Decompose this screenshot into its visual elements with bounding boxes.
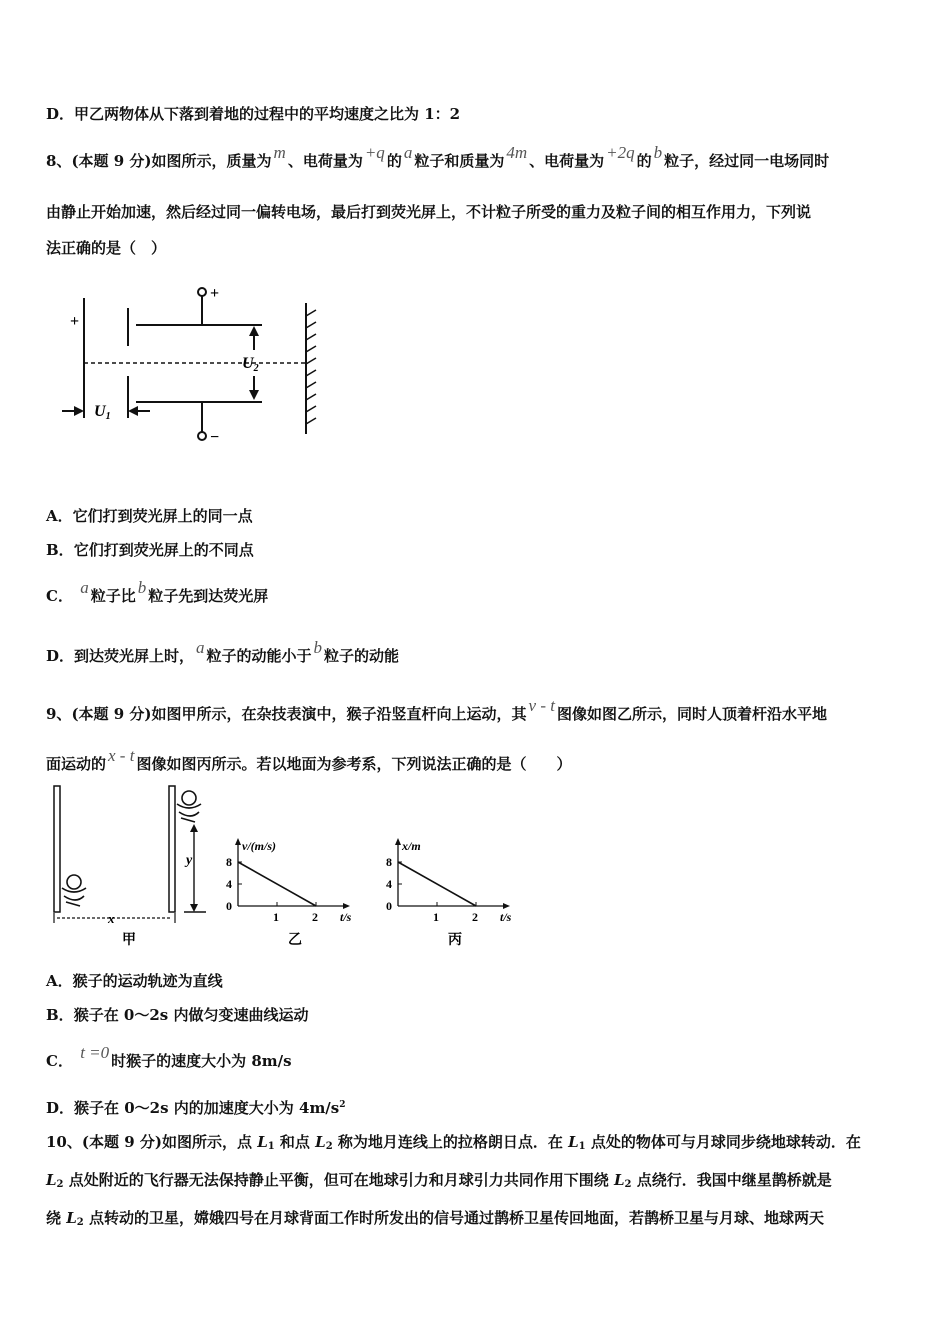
subscript: 2 <box>624 1179 632 1190</box>
stem-text: 的 <box>386 152 402 170</box>
y-tick-label: 4 <box>386 877 392 891</box>
stem-text: 粒子和质量为 <box>414 152 505 170</box>
l-symbol: L <box>66 1209 77 1227</box>
q8-option-d <box>46 638 400 666</box>
chart-caption: 丙 <box>448 933 462 948</box>
superscript: 2 <box>339 1100 346 1110</box>
particle-b: b <box>653 143 663 162</box>
time-zero: t =0 <box>80 1043 110 1062</box>
xt-symbol: x - t <box>108 746 135 765</box>
u1-sub: 1 <box>105 411 111 422</box>
option-text: 甲乙两物体从下落到着地的过程中的平均速度之比为 1：2 <box>74 105 461 123</box>
l-symbol: L <box>568 1133 579 1151</box>
chart-yi <box>222 826 372 950</box>
option-label: B． <box>46 541 74 559</box>
q9-option-b <box>46 1004 308 1025</box>
option-text: 猴子在 0～2s 内的加速度大小为 4m/s <box>74 1099 340 1117</box>
x-label: x <box>108 911 115 926</box>
u2-sub: 2 <box>253 363 259 374</box>
y-tick-label: 0 <box>386 899 392 913</box>
stem-text: 、电荷量为 <box>287 152 363 170</box>
l-symbol: L <box>257 1133 268 1151</box>
y-tick-label: 0 <box>226 899 232 913</box>
option-text: 时猴子的速度大小为 8m/s <box>111 1052 292 1070</box>
y-axis-arrow <box>235 838 241 845</box>
stem-text: 、电荷量为 <box>529 152 605 170</box>
chart-caption: 乙 <box>288 933 302 948</box>
monkey-end <box>177 791 201 822</box>
option-text: 粒子比 <box>90 587 136 605</box>
vt-symbol: v - t <box>528 696 555 715</box>
particle-a: a <box>80 578 89 597</box>
stem-text: 绕 <box>46 1209 67 1227</box>
option-text: 粒子的动能小于 <box>206 647 312 665</box>
question-score: (本题 9 分) <box>71 705 152 723</box>
stem-text: 粒子，经过同一电场同时 <box>664 152 830 170</box>
option-label: C． <box>46 587 73 605</box>
stem-text: 如图所示，点 <box>161 1133 258 1151</box>
stem-text: 图像如图乙所示，同时人顶着杆沿水平地 <box>556 705 827 723</box>
particle-a: a <box>196 638 205 657</box>
particle-b: b <box>313 638 323 657</box>
x-axis-label: t/s <box>500 910 512 924</box>
q8-option-c <box>46 578 269 606</box>
stem-text: 面运动的 <box>46 755 107 773</box>
bottom-terminal <box>198 432 206 440</box>
question-score: (本题 9 分) <box>71 152 152 170</box>
u2-label: U <box>242 355 254 372</box>
question-number: 10、 <box>46 1133 82 1151</box>
option-label: A． <box>46 507 73 525</box>
option-text: 到达荧光屏上时， <box>74 647 195 665</box>
x-axis-arrow <box>503 903 510 909</box>
stem-text: 点处附近的飞行器无法保持静止平衡，但可在地球引力和月球引力共同作用下围绕 <box>63 1171 614 1189</box>
option-text: 它们打到荧光屏上的不同点 <box>73 541 254 559</box>
u1-label: U <box>94 403 106 420</box>
l-symbol: L <box>613 1171 625 1189</box>
figure-jia <box>44 784 214 949</box>
stem-text: 称为地月连线上的拉格朗日点．在 <box>332 1133 569 1151</box>
stem-text: 点绕行．我国中继星鹊桥就是 <box>631 1171 832 1189</box>
q8-deflection-diagram <box>44 278 324 468</box>
q9-stem-line1 <box>46 696 827 724</box>
series-line <box>238 862 316 906</box>
option-label: A． <box>46 972 73 990</box>
stem-text: 如图所示，质量为 <box>151 152 272 170</box>
option-label: D． <box>46 1099 75 1117</box>
top-terminal <box>198 288 206 296</box>
option-label: C． <box>46 1052 73 1070</box>
l-symbol: L <box>315 1133 326 1151</box>
series-line <box>398 862 476 906</box>
subscript: 2 <box>76 1217 84 1228</box>
q9-stem-line2 <box>46 746 572 774</box>
subscript: 2 <box>56 1179 64 1190</box>
q8-option-b <box>46 539 254 560</box>
option-text: 粒子先到达荧光屏 <box>148 587 269 605</box>
q10-line3 <box>46 1207 824 1228</box>
monkey-start <box>62 875 86 906</box>
mass-a: m <box>273 143 286 162</box>
option-label: D． <box>46 647 75 665</box>
q8-stem-line1 <box>46 143 830 171</box>
x-tick-label: 1 <box>273 910 279 924</box>
option-text: 它们打到荧光屏上的同一点 <box>72 507 253 525</box>
q8-stem-line2: 由静止开始加速，然后经过同一偏转电场，最后打到荧光屏上，不计粒子所受的重力及粒子间的相互作用力，下列说 <box>46 203 812 221</box>
particle-b: b <box>137 578 147 597</box>
y-tick-label: 4 <box>226 877 232 891</box>
y-axis-label: x/m <box>402 839 421 853</box>
x-tick-label: 2 <box>312 910 318 924</box>
question-score: (本题 9 分) <box>81 1133 162 1151</box>
pole-start <box>54 786 60 912</box>
y-label: y <box>186 853 193 868</box>
l-symbol: L <box>46 1171 57 1189</box>
svg-text:U2 <box>242 355 259 374</box>
y-tick-label: 8 <box>226 855 232 869</box>
option-text: 猴子在 0～2s 内做匀变速曲线运动 <box>73 1006 309 1024</box>
q10-line1 <box>46 1131 861 1152</box>
svg-text:U1 <box>94 403 111 422</box>
chart-bing <box>382 826 532 950</box>
subscript: 1 <box>578 1141 586 1152</box>
particle-a: a <box>403 143 413 162</box>
pole-end <box>169 786 175 912</box>
minus-sign: − <box>210 429 220 446</box>
option-text: 粒子的动能 <box>324 647 400 665</box>
q9-option-d <box>46 1097 346 1118</box>
q9-option-c <box>46 1043 292 1071</box>
option-label: B． <box>46 1006 74 1024</box>
x-axis-arrow <box>343 903 350 909</box>
caption-jia: 甲 <box>122 933 136 948</box>
charge-b: +2q <box>606 143 635 162</box>
y-axis-label: v/(m/s) <box>242 839 276 853</box>
y-axis-arrow <box>395 838 401 845</box>
x-axis-label: t/s <box>340 910 352 924</box>
q8-option-a <box>46 505 253 526</box>
x-tick-label: 2 <box>472 910 478 924</box>
subscript: 2 <box>325 1141 333 1152</box>
q9-option-a <box>46 970 223 991</box>
stem-text: 如图甲所示，在杂技表演中，猴子沿竖直杆向上运动，其 <box>151 705 527 723</box>
plus-sign-left: + <box>70 313 80 330</box>
question-number: 8、 <box>46 152 72 170</box>
stem-text: 图像如图丙所示。若以地面为参考系，下列说法正确的是（ ） <box>136 755 572 773</box>
stem-text: 点转动的卫星，嫦娥四号在月球背面工作时所发出的信号通过鹊桥卫星传回地面，若鹊桥卫星与月球、地球两天 <box>83 1209 824 1227</box>
prev-option-d <box>46 103 460 124</box>
q8-stem-line3: 法正确的是（ ） <box>46 239 167 257</box>
option-label: D． <box>46 105 75 123</box>
charge-a: +q <box>364 143 385 162</box>
mass-b: 4m <box>506 143 528 162</box>
stem-text: 点处的物体可与月球同步绕地球转动．在 <box>585 1133 861 1151</box>
x-tick-label: 1 <box>433 910 439 924</box>
stem-text: 和点 <box>274 1133 316 1151</box>
stem-text: 的 <box>636 152 652 170</box>
q10-line2 <box>46 1169 832 1190</box>
plus-sign: + <box>210 285 220 302</box>
option-text: 猴子的运动轨迹为直线 <box>72 972 223 990</box>
question-number: 9、 <box>46 705 72 723</box>
subscript: 1 <box>267 1141 275 1152</box>
y-tick-label: 8 <box>386 855 392 869</box>
